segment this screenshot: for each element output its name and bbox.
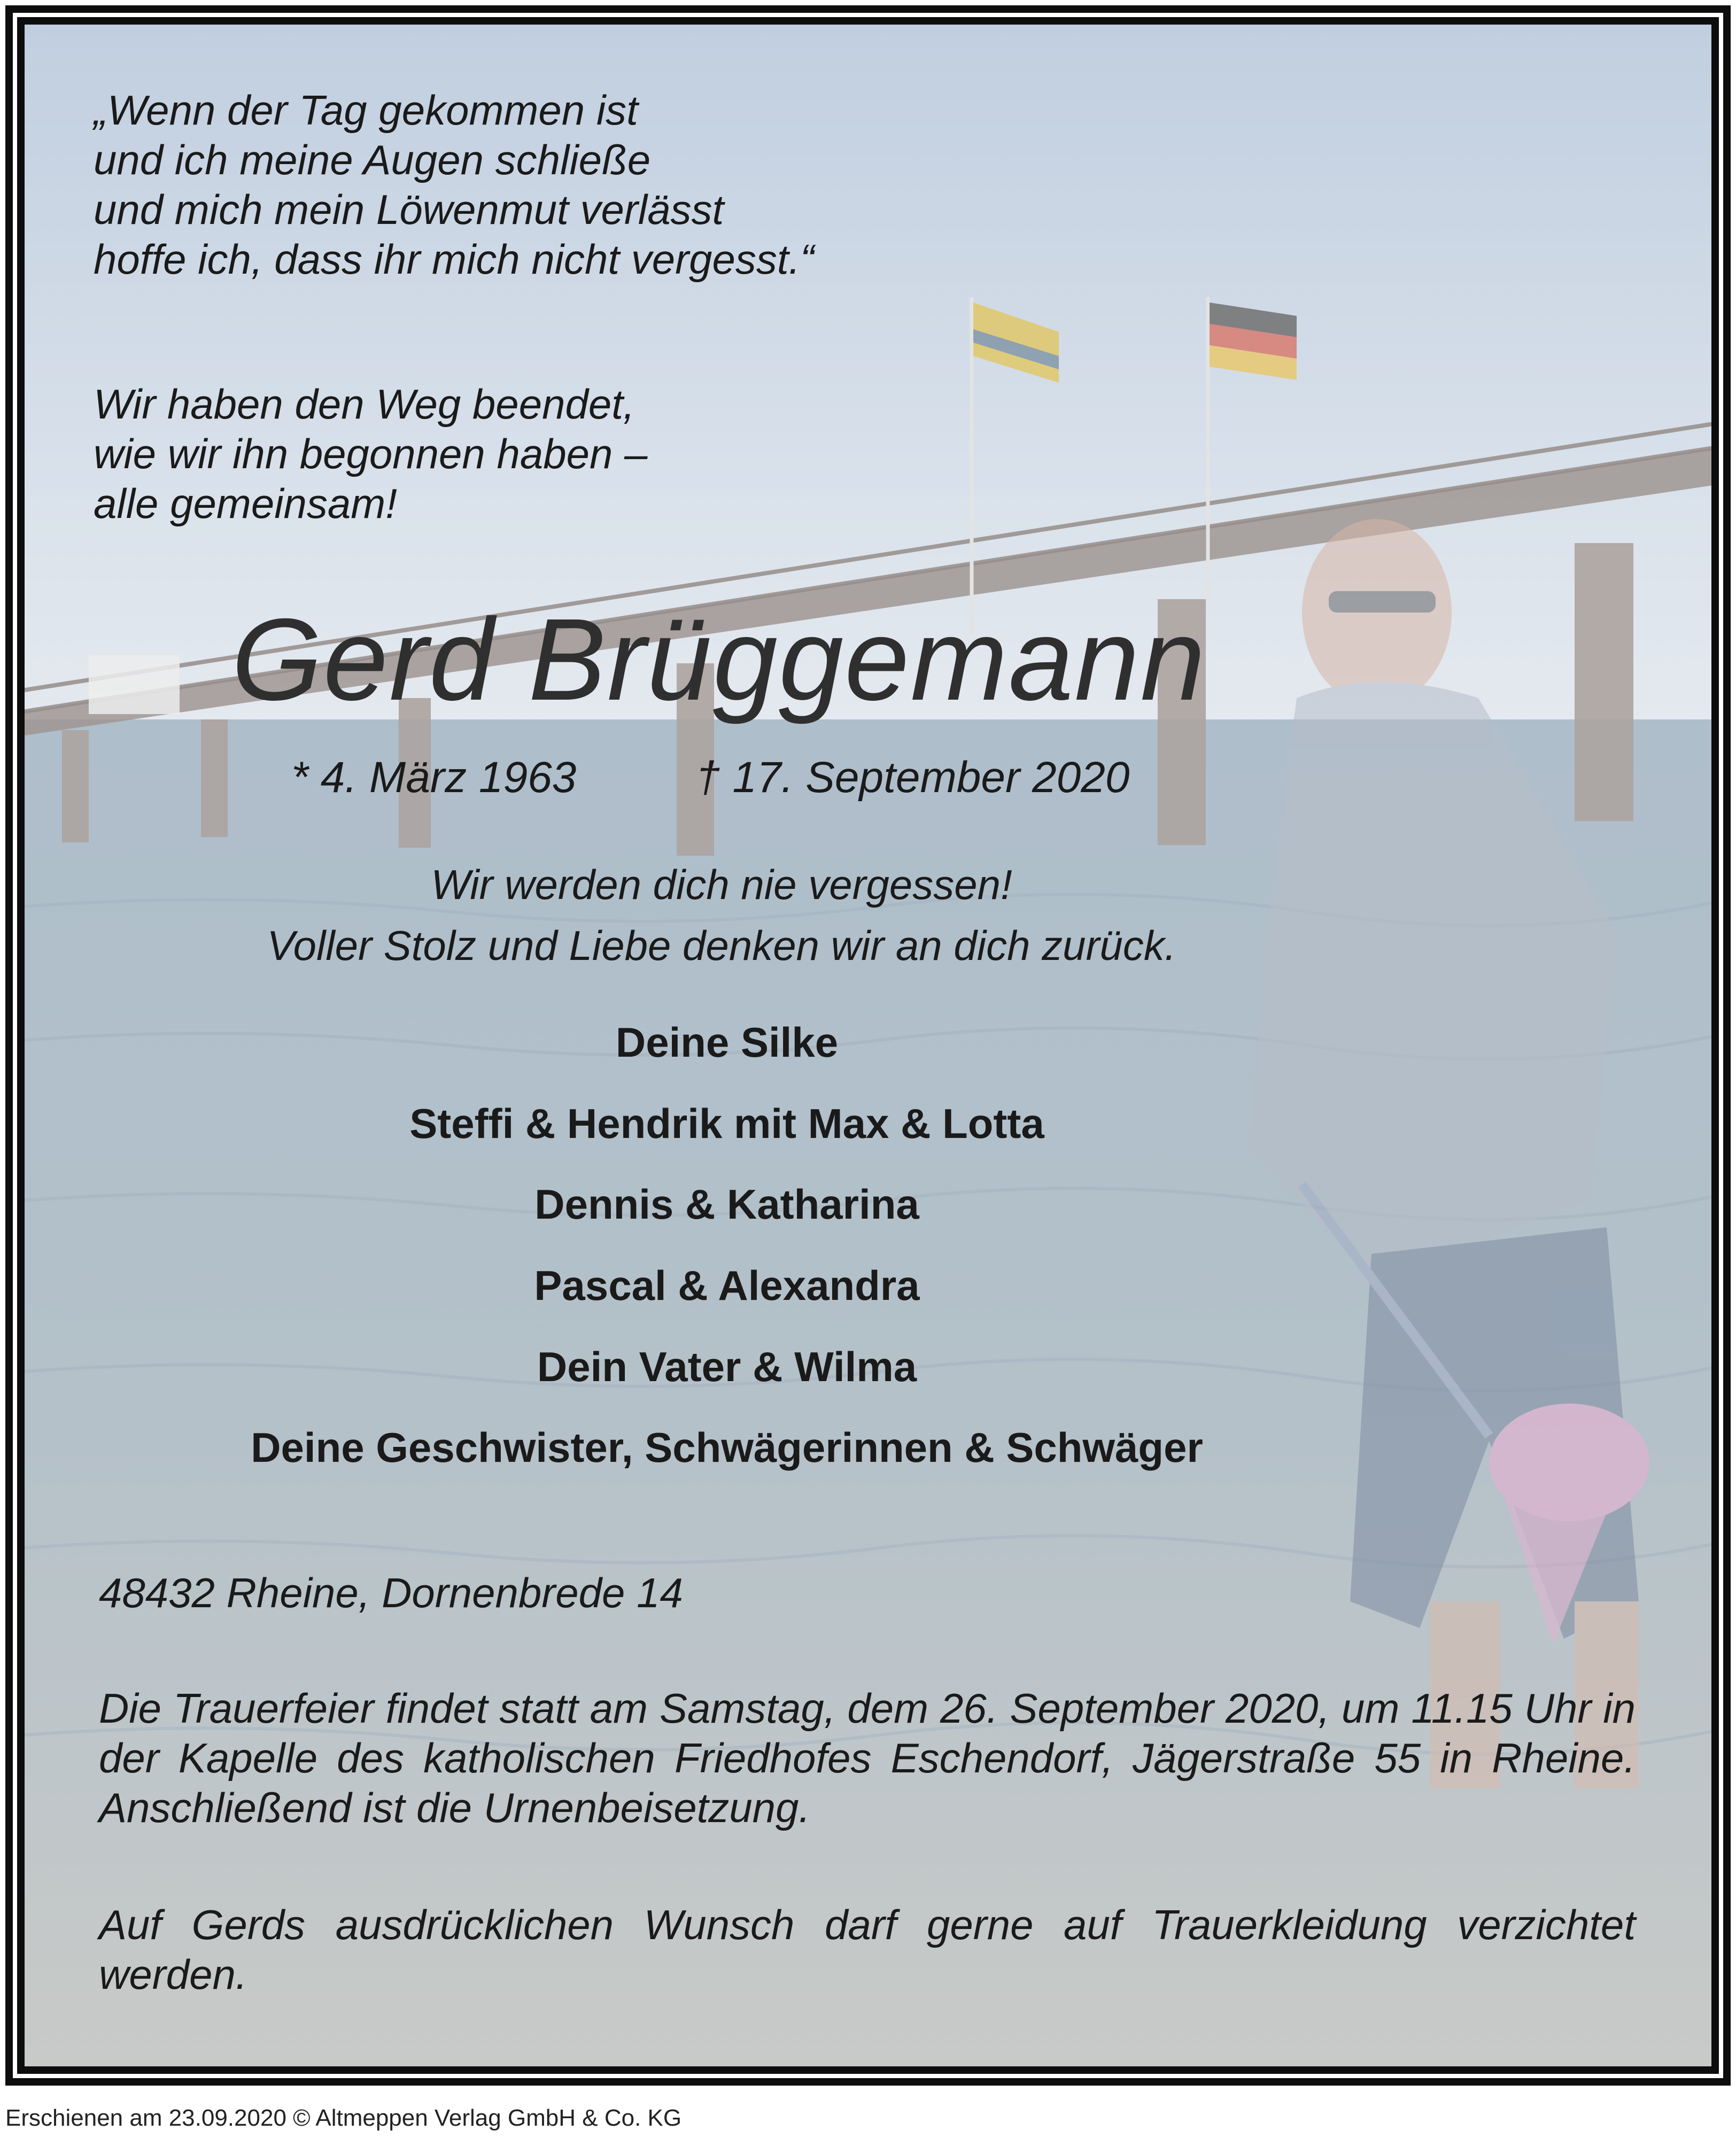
- address: 48432 Rheine, Dornenbrede 14: [99, 1569, 683, 1616]
- ceremony-info: Die Trauerfeier findet statt am Samstag, dem 26. September 2020, um 11.15 Uhr in der Kapelle des katholischen Friedhofes Eschendorf, Jägerstraße 55 in Rheine. Anschließend ist die Urnenbeisetzung.: [99, 1685, 1636, 1831]
- poem-stanza-2: [94, 379, 647, 529]
- family-member: Deine Silke: [615, 1019, 839, 1066]
- poem-line: und ich meine Augen schließe: [94, 136, 651, 183]
- poem-line: „Wenn der Tag gekommen ist: [94, 87, 638, 134]
- family-member: Deine Geschwister, Schwägerinnen & Schwäger: [251, 1424, 1203, 1471]
- dress-code-note: Auf Gerds ausdrücklichen Wunsch darf gerne auf Trauerkleidung verzichtet werden.: [99, 1901, 1636, 1998]
- family-member: Dennis & Katharina: [534, 1181, 919, 1228]
- deceased-name: Gerd Brüggemann: [231, 595, 1206, 725]
- family-member: Dein Vater & Wilma: [537, 1343, 917, 1390]
- poem-line: hoffe ich, dass ihr mich nicht vergesst.“: [94, 236, 815, 283]
- poem-line: Wir haben den Weg beendet,: [94, 381, 635, 428]
- death-date: † 17. September 2020: [696, 753, 1130, 802]
- publication-footer: Erschienen am 23.09.2020 © Altmeppen Verlag GmbH & Co. KG: [5, 2105, 682, 2131]
- poem-line: alle gemeinsam!: [94, 480, 397, 527]
- family-member: Pascal & Alexandra: [534, 1262, 920, 1309]
- poem-line: und mich mein Löwenmut verlässt: [94, 186, 724, 233]
- birth-date: * 4. März 1963: [291, 753, 577, 802]
- family-member: Steffi & Hendrik mit Max & Lotta: [409, 1100, 1044, 1147]
- poem-stanza-1: [94, 86, 814, 284]
- tagline-line: Wir werden dich nie vergessen!: [431, 861, 1012, 908]
- poem-line: wie wir ihn begonnen haben –: [94, 430, 648, 477]
- tagline-line: Voller Stolz und Liebe denken wir an dich zurück.: [267, 922, 1176, 969]
